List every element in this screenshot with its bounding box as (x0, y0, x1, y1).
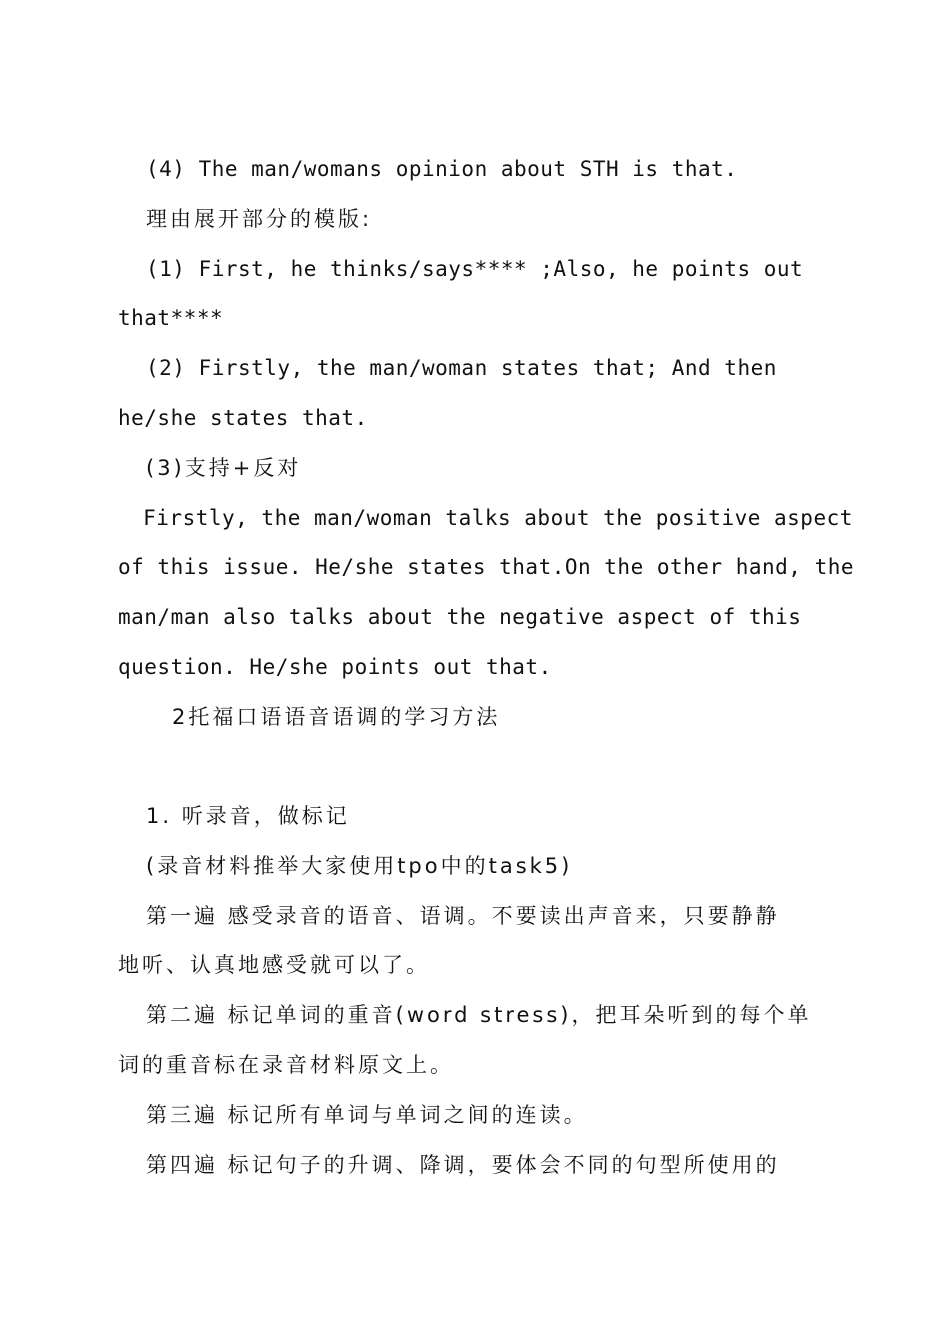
paragraph-line: (4) The man/womans opinion about STH is that. (146, 157, 738, 181)
paragraph-line: he/she states that. (118, 406, 368, 430)
section-heading: 2托福口语语音语调的学习方法 (172, 705, 501, 729)
paragraph-line: 第三遍 标记所有单词与单词之间的连读。 (146, 1103, 588, 1127)
paragraph-line: (1) First, he thinks/says**** ;Also, he points out (146, 257, 804, 281)
paragraph-line: (录音材料推举大家使用tpo中的task5) (146, 854, 573, 878)
paragraph-line: 地听、认真地感受就可以了。 (118, 953, 430, 977)
paragraph-line: 理由展开部分的模版: (146, 207, 373, 231)
paragraph-line: man/man also talks about the negative aspect of this (118, 605, 802, 629)
subsection-heading: 1. 听录音，做标记 (146, 804, 350, 828)
paragraph-line: 第二遍 标记单词的重音(word stress)，把耳朵听到的每个单 (146, 1003, 812, 1027)
paragraph-line: question. He/she points out that. (118, 655, 552, 679)
paragraph-line: of this issue. He/she states that.On the other hand, the (118, 555, 855, 579)
paragraph-line: 第一遍 感受录音的语音、语调。不要读出声音来，只要静静 (146, 904, 780, 928)
paragraph-line: (2) Firstly, the man/woman states that; And then (146, 356, 777, 380)
paragraph-line: that**** (118, 306, 224, 330)
paragraph-line: 第四遍 标记句子的升调、降调，要体会不同的句型所使用的 (146, 1153, 780, 1177)
paragraph-line: Firstly, the man/woman talks about the positive aspect (130, 506, 853, 530)
paragraph-line: 词的重音标在录音材料原文上。 (118, 1053, 454, 1077)
paragraph-line: (3)支持+反对 (146, 456, 302, 480)
